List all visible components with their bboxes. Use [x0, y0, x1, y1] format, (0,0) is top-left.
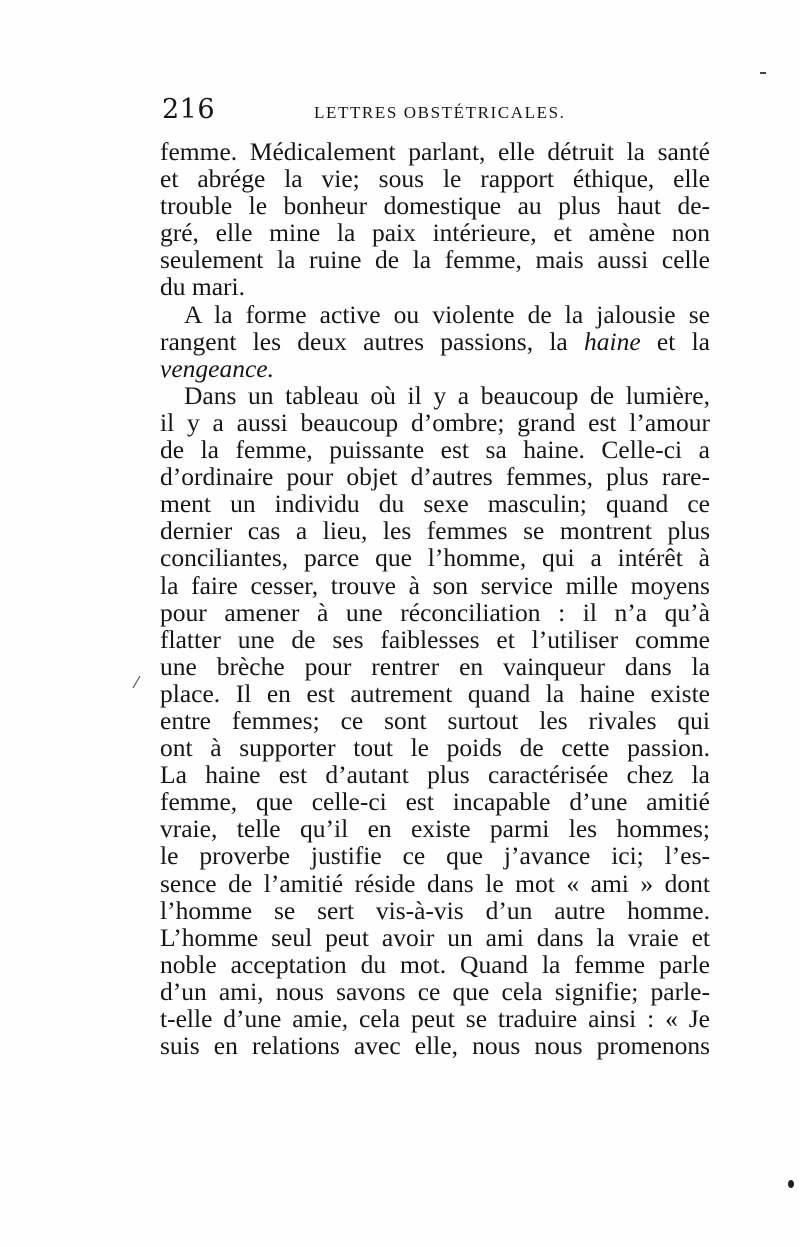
text-line: trouble le bonheur domestique au plus haut de- — [160, 191, 710, 221]
edge-mark — [760, 72, 766, 74]
text-line: l’homme se sert vis-à-vis d’un autre homme. — [160, 895, 710, 925]
ink-speck — [788, 1180, 794, 1188]
text-line — [160, 355, 710, 382]
running-title: LETTRES OBSTÉTRICALES. — [314, 103, 566, 122]
text-line: d’un ami, nous savons ce que cela signifie; parle- — [160, 976, 710, 1006]
line-start: rangent les deux autres passions, la haine et la — [160, 326, 710, 356]
edge-mark — [133, 676, 141, 689]
text-line: gré, elle mine la paix intérieure, et amène non — [160, 218, 710, 248]
text-line: il y a aussi beaucoup d’ombre; grand est l’amour — [160, 407, 710, 437]
text-line: dernier cas a lieu, les femmes se montrent plus — [160, 516, 710, 546]
text-line: La haine est d’autant plus caractérisée chez la — [160, 760, 710, 790]
text-line: une brèche pour rentrer en vainqueur dans la — [160, 651, 710, 681]
text-line: ont à supporter tout le poids de cette passion. — [160, 733, 710, 763]
text-line: d’ordinaire pour objet d’autres femmes, plus rare- — [160, 462, 710, 492]
text-line: et abrége la vie; sous le rapport éthique, elle — [160, 164, 710, 194]
body-text — [160, 138, 710, 1059]
text-line: L’homme seul peut avoir un ami dans la vraie et — [160, 922, 710, 952]
text-line: vraie, telle qu’il en existe parmi les hommes; — [160, 814, 710, 844]
text-line: du mari. — [160, 272, 245, 302]
text-line: t-elle d’une amie, cela peut se traduire ainsi : « Je — [160, 1004, 710, 1033]
text-line: femme. Médicalement parlant, elle détruit la santé — [160, 137, 710, 166]
text-line: place. Il en est autrement quand la haine existe — [160, 678, 710, 708]
italic-word: haine — [584, 326, 641, 356]
text-line: entre femmes; ce sont surtout les rivales qui — [160, 705, 710, 735]
text-line — [160, 328, 710, 355]
text-line: ment un individu du sexe masculin; quand ce — [160, 489, 710, 519]
running-head — [160, 94, 715, 130]
text-line: pour amener à une réconciliation : il n’a qu’à — [160, 597, 710, 627]
text-line: flatter une de ses faiblesses et l’utiliser comme — [160, 624, 710, 654]
text-line: la faire cesser, trouve à son service mille moyens — [160, 570, 710, 600]
text-line: femme, que celle-ci est incapable d’une amitié — [160, 787, 710, 817]
italic-word: vengeance. — [160, 353, 274, 383]
text-line: suis en relations avec elle, nous nous promenons — [160, 1031, 710, 1061]
text-line-paragraph-start: Dans un tableau où il y a beaucoup de lumière, — [184, 380, 710, 410]
text-line: le proverbe justifie ce que j’avance ici; l’es- — [160, 841, 710, 871]
text-line-paragraph-start: A la forme active ou violente de la jalousie se — [184, 299, 710, 329]
text-line: conciliantes, parce que l’homme, qui a intérêt à — [160, 543, 710, 573]
text-line: noble acceptation du mot. Quand la femme parle — [160, 949, 710, 979]
text-line: seulement la ruine de la femme, mais aussi celle — [160, 245, 710, 275]
text-line: sence de l’amitié réside dans le mot « ami » dont — [160, 868, 710, 898]
text-line: de la femme, puissante est sa haine. Celle-ci a — [160, 435, 710, 465]
page-number: 216 — [162, 94, 216, 125]
